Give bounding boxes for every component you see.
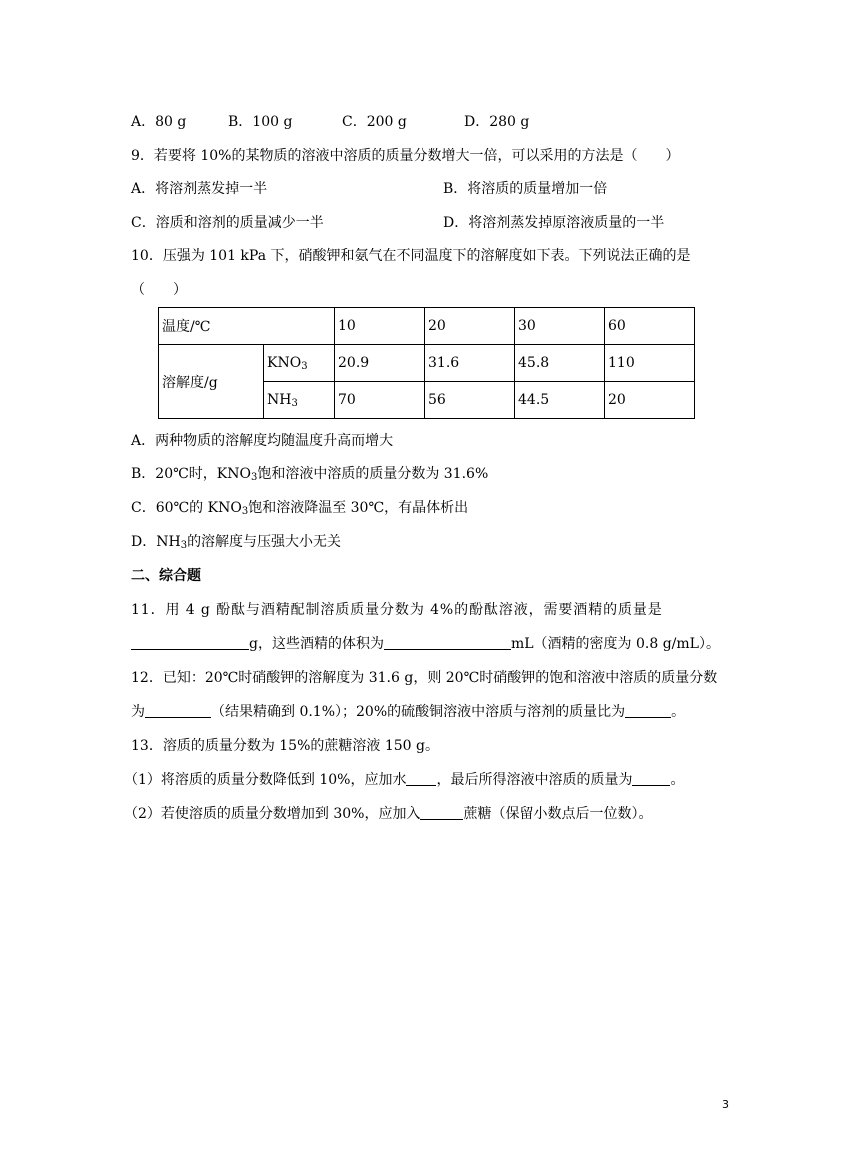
q10-option-b [131, 464, 488, 488]
q13-part1-a: （1）将溶质的质量分数降低到 10%，应加水 [124, 772, 407, 788]
q13-stem: 13．溶质的质量分数为 15%的蔗糖溶液 150 g。 [131, 738, 439, 754]
q13-part1-c: 。 [670, 772, 685, 788]
nh3-subscript: 3 [291, 397, 298, 409]
kno3-formula: KNO [267, 354, 302, 371]
q8-option-b: B．100 g [228, 114, 293, 130]
substance-nh3-cell [264, 382, 335, 419]
q9-options-row2 [131, 213, 664, 233]
nh3-value-cell: 44.5 [515, 382, 605, 419]
temp-cell: 60 [605, 308, 695, 345]
q10-option-b-post: 饱和溶液中溶质的质量分数为 31.6% [257, 466, 489, 482]
q10-option-d-post: 的溶解度与压强大小无关 [187, 534, 342, 550]
q10-option-c [131, 498, 468, 522]
table-row-temperature [159, 308, 695, 345]
nh3-value-cell: 70 [335, 382, 425, 419]
q13-part1 [124, 770, 684, 790]
q9-option-b: B．将溶质的质量增加一倍 [443, 181, 608, 197]
q13-part2-b: 蔗糖（保留小数点后一位数）。 [463, 806, 653, 822]
nh3-value-cell: 56 [425, 382, 515, 419]
solubility-table [158, 307, 695, 419]
section-heading: 二、综合题 [131, 568, 201, 584]
q10-option-d-pre: D．NH [131, 534, 181, 550]
q10-stem: 10．压强为 101 kPa 下，硝酸钾和氨气在不同温度下的溶解度如下表。下列说法正确的是 [131, 248, 691, 264]
q9-option-d: D．将溶剂蒸发掉原溶液质量的一半 [443, 215, 665, 231]
q13-blank-1[interactable] [406, 771, 436, 786]
q12-line1: 12．已知：20℃时硝酸钾的溶解度为 31.6 g，则 20℃时硝酸钾的饱和溶液中溶质的质量分数 [131, 670, 718, 686]
q10-option-d [131, 532, 341, 556]
nh3-value-cell: 20 [605, 382, 695, 419]
q11-blank-2[interactable] [384, 635, 511, 650]
q11-line2 [131, 634, 720, 654]
q8-options [131, 112, 529, 132]
q12-line2-b: （结果精确到 0.1%）；20%的硫酸铜溶液中溶质与溶剂的质量比为 [211, 704, 626, 720]
kno3-subscript: 3 [301, 360, 308, 372]
q12-line2-a: 为 [131, 704, 145, 720]
q13-part2 [124, 804, 652, 824]
q8-option-d: D．280 g [464, 114, 530, 130]
q9-stem: 9．若要将 10%的某物质的溶液中溶质的质量分数增大一倍，可以采用的方法是（ ） [131, 148, 680, 164]
q12-line2-c: 。 [671, 704, 686, 720]
temp-cell: 30 [515, 308, 605, 345]
q10-option-c-post: 饱和溶液降温至 30℃，有晶体析出 [248, 500, 469, 516]
q10-option-d-sub: 3 [180, 540, 188, 551]
kno3-value-cell: 45.8 [515, 345, 605, 382]
q10-option-c-pre: C．60℃的 KNO [131, 500, 242, 516]
q10-option-b-sub: 3 [250, 472, 258, 483]
q11-blank-1[interactable] [131, 635, 249, 650]
nh3-formula: NH [267, 391, 292, 408]
q10-option-c-sub: 3 [241, 506, 249, 517]
q11-line2-b: mL（酒精的密度为 0.8 g/mL）。 [510, 636, 720, 652]
temp-cell: 10 [335, 308, 425, 345]
kno3-value-cell: 110 [605, 345, 695, 382]
q13-part2-a: （2）若使溶质的质量分数增加到 30%，应加入 [124, 806, 421, 822]
page-number: 3 [722, 1098, 729, 1111]
q13-blank-3[interactable] [420, 805, 463, 820]
q11-line2-a: g，这些酒精的体积为 [249, 636, 384, 652]
q12-blank-2[interactable] [625, 703, 671, 718]
q8-option-a: A．80 g [131, 114, 187, 130]
temp-cell: 20 [425, 308, 515, 345]
q13-blank-2[interactable] [632, 771, 670, 786]
q10-option-a: A．两种物质的溶解度均随温度升高而增大 [131, 433, 394, 449]
q12-blank-1[interactable] [145, 703, 211, 718]
q8-option-c: C．200 g [342, 114, 407, 130]
q10-answer-paren: （ ） [131, 282, 187, 298]
kno3-value-cell: 20.9 [335, 345, 425, 382]
q10-option-b-pre: B．20℃时，KNO [131, 466, 251, 482]
q9-option-a: A．将溶剂蒸发掉一半 [131, 181, 268, 197]
table-row-kno3 [159, 345, 695, 382]
kno3-value-cell: 31.6 [425, 345, 515, 382]
q9-options-row1 [131, 179, 607, 199]
q9-option-c: C．溶质和溶剂的质量减少一半 [131, 215, 324, 231]
substance-kno3-cell [264, 345, 335, 382]
temp-label-cell: 温度/℃ [159, 308, 335, 345]
solubility-label-cell: 溶解度/g [159, 345, 264, 419]
q12-line2 [131, 702, 685, 722]
q11-line1: 11．用 4 g 酚酞与酒精配制溶质质量分数为 4%的酚酞溶液，需要酒精的质量是 [131, 602, 663, 618]
q13-part1-b: ，最后所得溶液中溶质的质量为 [436, 772, 633, 788]
